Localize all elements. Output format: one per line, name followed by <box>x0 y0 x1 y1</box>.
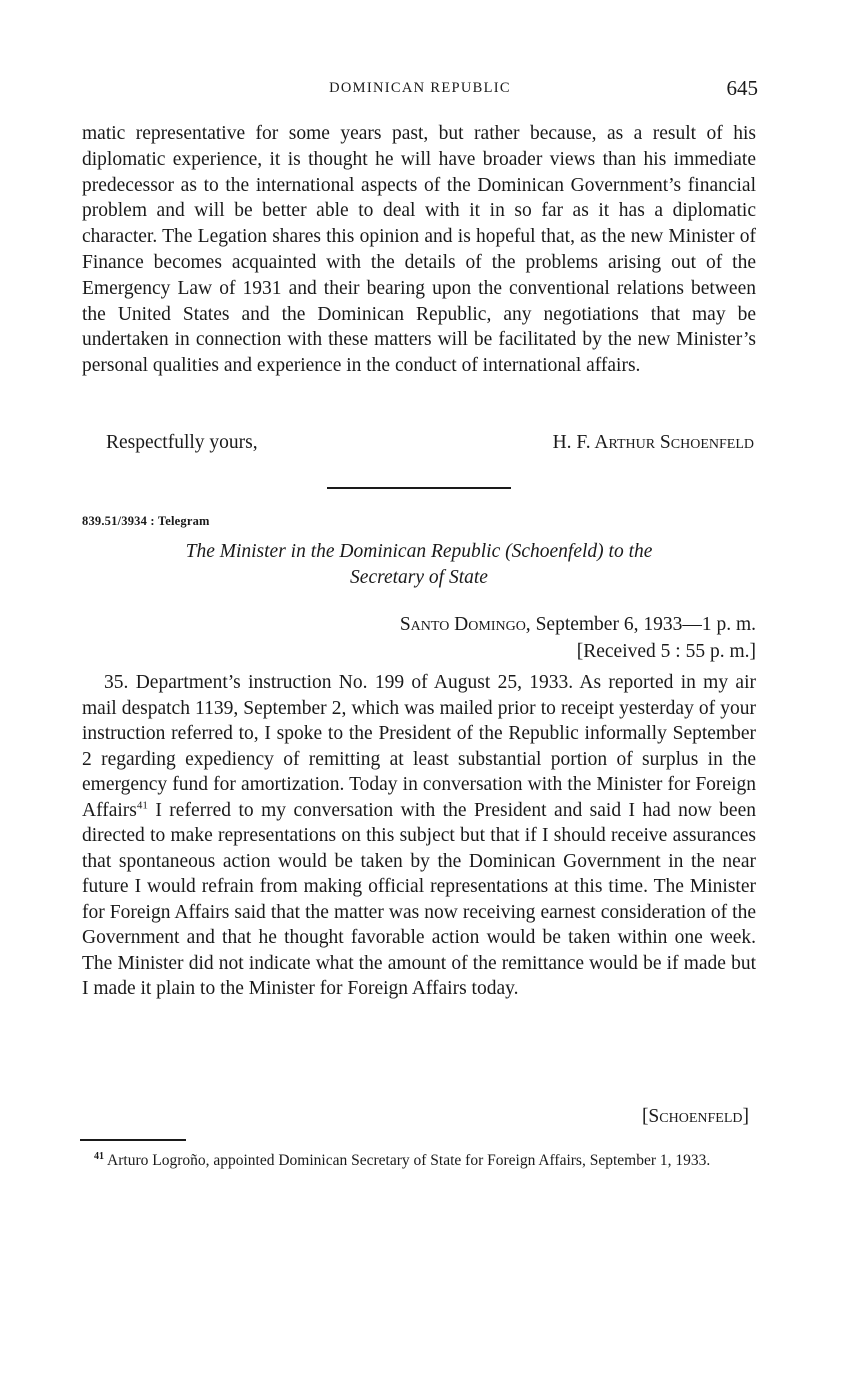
telegram-signature: [Schoenfeld] <box>641 1106 749 1127</box>
signoff <box>82 432 756 458</box>
running-title: DOMINICAN REPUBLIC <box>329 80 511 96</box>
document-title-line-1: The Minister in the Dominican Republic (Schoenfeld) to the <box>185 541 653 562</box>
dateline-place: Santo Domingo, <box>399 614 531 635</box>
telegram-body <box>82 670 756 1002</box>
page-number: 645 <box>726 76 758 100</box>
footnote-divider <box>80 1139 186 1141</box>
telegram-text-part-2: I referred to my conversation with the President and said I had now been directed to make representations on this subject but that if I should receive assurances that spontaneous action would be taken by the Dominican Government in the near future I would refrain from making official representations at this time. The Minister for Foreign Affairs said that the matter was now receiving earnest consideration of the Government and that he thought favorable action would be taken within one week. The Minister did not indicate what the amount of the remittance would be if made but I made it plain to the Minister for Foreign Affairs today. <box>82 799 756 999</box>
footnote <box>80 1152 756 1170</box>
signature: H. F. Arthur Schoenfeld <box>552 432 754 453</box>
section-divider <box>327 487 511 489</box>
footnote-reference: 41 <box>136 799 148 811</box>
received-time: [Received 5 : 55 p. m.] <box>576 641 756 662</box>
dateline-date: September 6, 1933—1 p. m. <box>535 614 756 635</box>
telegram-text-part-1: 35. Department’s instruction No. 199 of August 25, 1933. As reported in my air mail despatch 1139, September 2, which was mailed prior to receipt yesterday of your instruction referred to, I spoke to the President of the Republic informally September 2 regarding expediency of remitting at least substantial portion of surplus in the emergency fund for amortization. Today in conversation with the Minister for Foreign Affairs <box>82 672 756 821</box>
continuation-paragraph <box>82 121 756 379</box>
continuation-paragraph-text: matic representative for some years past, but rather because, as a result of his diplomatic experience, it is thought he will have broader views than his immediate predecessor as to the international aspects of the Dominican Government’s financial problem and will be better able to deal with it in so far as it has a diplomatic character. The Legation shares this opinion and is hopeful that, as the new Minister of Finance becomes acquainted with the details of the problems arising out of the Emergency Law of 1931 and their bearing upon the conventional relations between the United States and the Dominican Republic, any negotiations that may be undertaken in connection with these matters will be facilitated by the new Minister’s personal qualities and experience in the conduct of international affairs. <box>82 123 756 377</box>
telegram-paragraph <box>82 670 756 1002</box>
footnote-text: Arturo Logroño, appointed Dominican Secretary of State for Foreign Affairs, September 1, 1933. <box>107 1152 711 1169</box>
document-title-line-2: Secretary of State <box>350 567 488 588</box>
document-title <box>82 539 756 591</box>
running-head <box>82 76 758 102</box>
footnote-mark: 41 <box>94 1150 104 1162</box>
dateline <box>400 612 756 638</box>
closing: Respectfully yours, <box>106 432 258 453</box>
file-reference: 839.51/3934 : Telegram <box>82 514 210 528</box>
